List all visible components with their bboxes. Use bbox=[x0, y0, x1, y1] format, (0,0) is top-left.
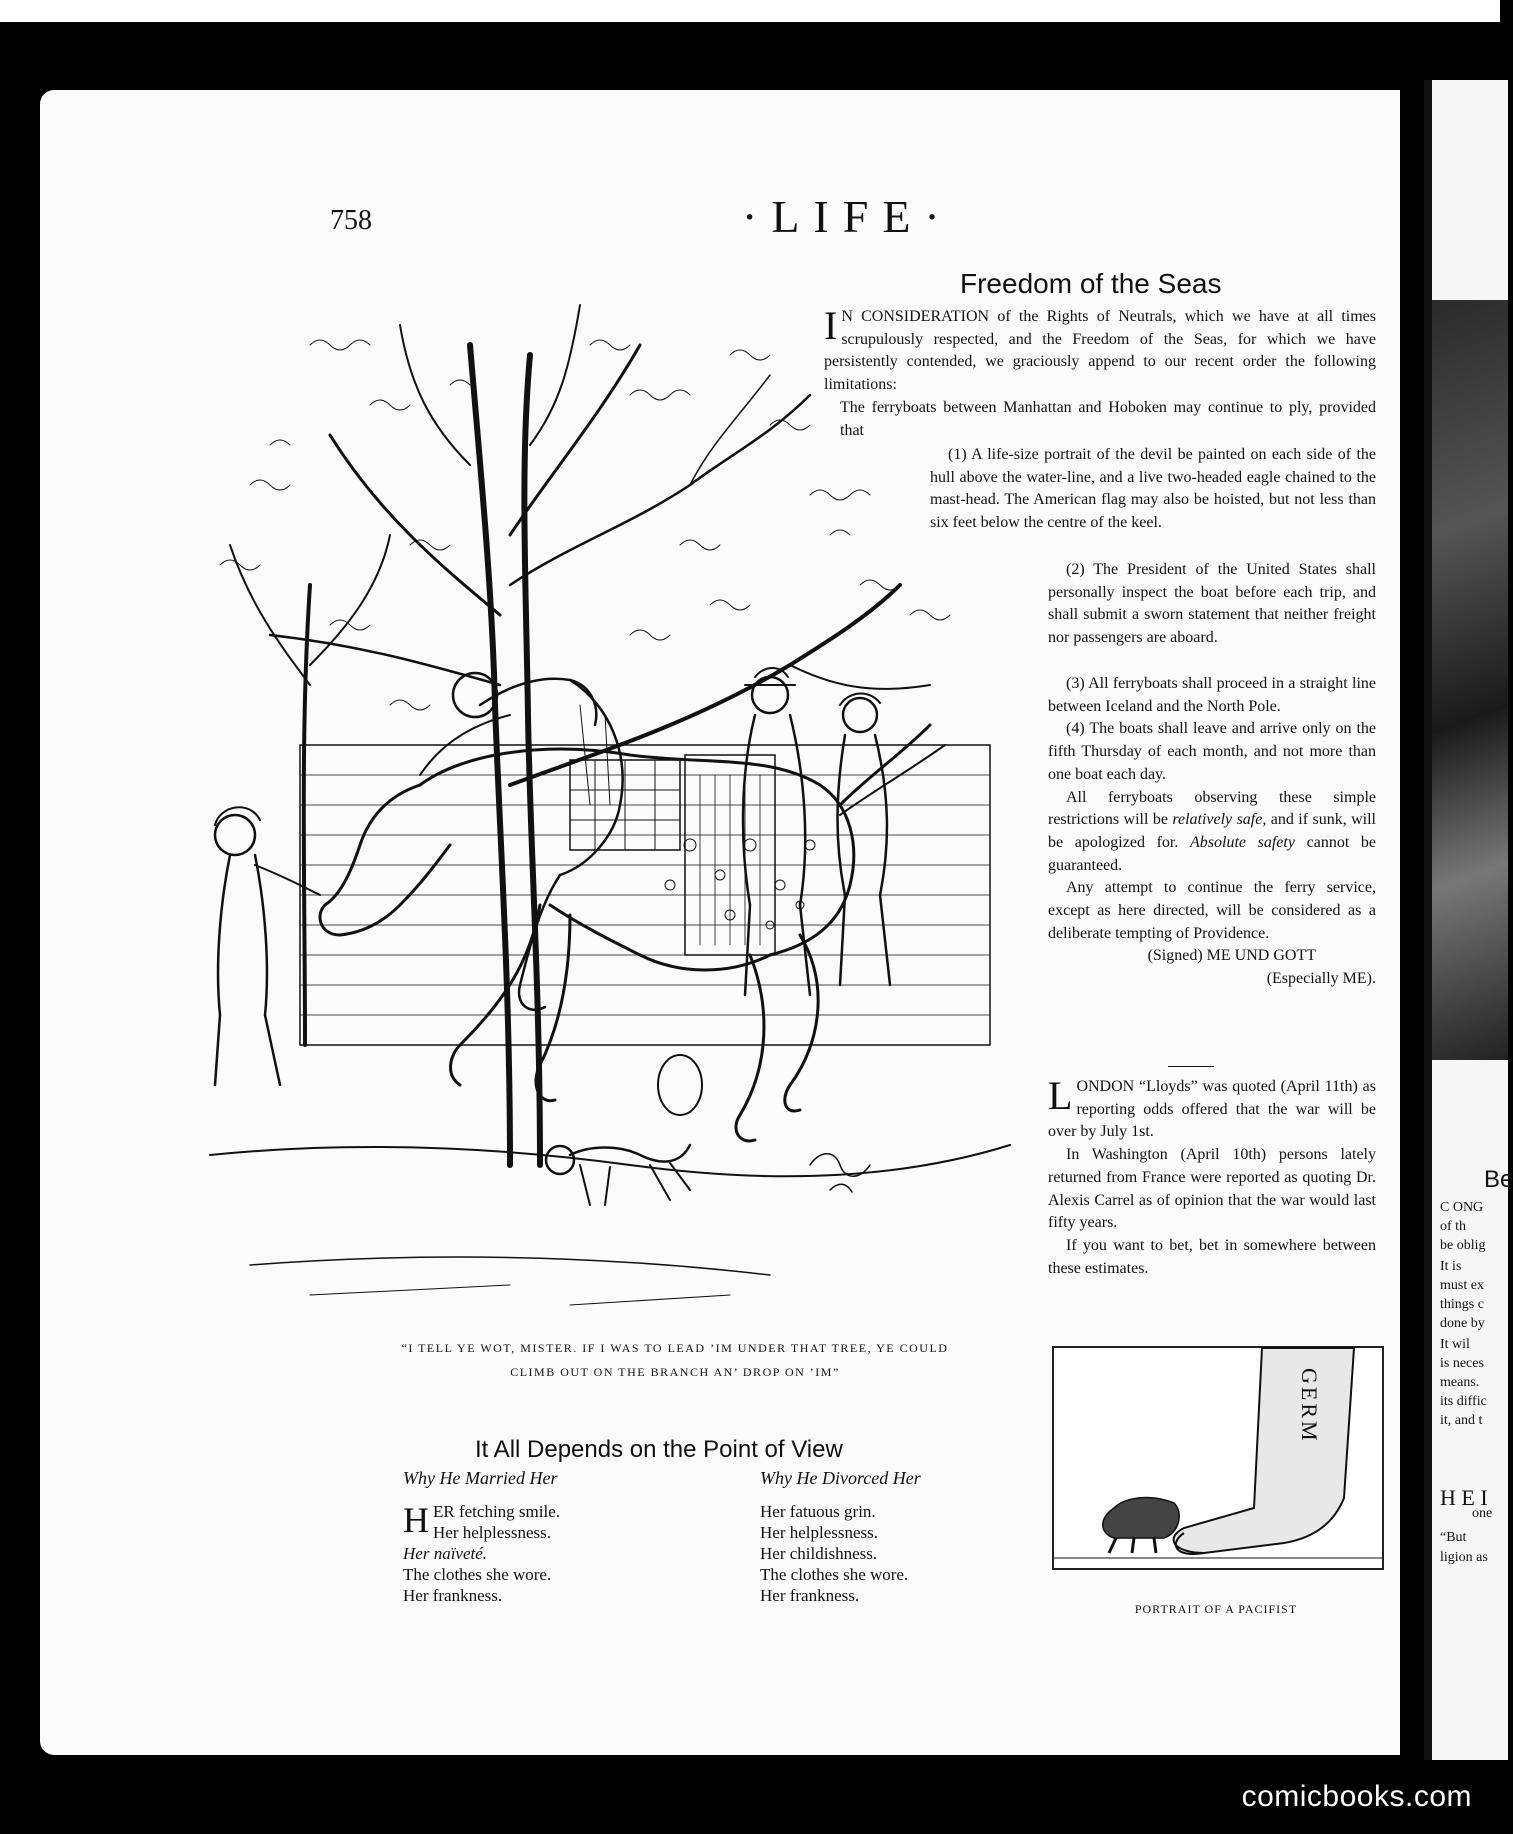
poem-line: Her helplessness. bbox=[760, 1523, 879, 1542]
text-run: All ferryboats observing these simple restrictions will be bbox=[1048, 788, 1376, 829]
adjacent-photo bbox=[1432, 300, 1508, 1060]
paragraph-text: (4) The boats shall leave and arrive only on the fifth Thursday of each month, and not more than one boat each day. bbox=[1048, 720, 1376, 783]
adjacent-line: things c bbox=[1440, 1297, 1484, 1312]
paragraph-text: ONDON “Lloyds” was quoted (April 11th) as reporting odds offered that the war will be over by July 1st. bbox=[1048, 1078, 1376, 1141]
paragraph-text: (3) All ferryboats shall proceed in a straight line between Iceland and the North Pole. bbox=[1048, 675, 1376, 715]
text-run: and if sunk, will be apologized for. bbox=[1048, 811, 1376, 851]
freedom-item-2 bbox=[1048, 559, 1376, 650]
paragraph-text: N CONSIDERATION of the Rights of Neutrals, which we have at all times scrupulously respected, and the Freedom of the Seas, for which we have persistently contended, we graciously append to our recent order the following limitations: bbox=[824, 308, 1376, 394]
poem-line: The clothes she wore. bbox=[760, 1565, 909, 1584]
masthead: ·LIFE· bbox=[742, 191, 954, 242]
caption-line: “I TELL YE WOT, MISTER. IF I WAS TO LEAD ’IM UNDER THAT TREE, YE COULD bbox=[401, 1341, 949, 1355]
adjacent-line: “But bbox=[1440, 1530, 1467, 1545]
adjacent-line: It wil bbox=[1440, 1337, 1470, 1352]
paragraph-text: If you want to bet, bet in somewhere between these estimates. bbox=[1048, 1236, 1376, 1277]
top-page-edge bbox=[0, 0, 1500, 22]
line-text: ER fetching smile. bbox=[433, 1502, 561, 1521]
adjacent-line: its diffic bbox=[1440, 1394, 1487, 1409]
drop-cap: H bbox=[403, 1500, 429, 1540]
column-heading: Why He Married Her bbox=[403, 1468, 558, 1488]
paragraph-text: (2) The President of the United States shall personally inspect the boat before each trip, and shall submit a sworn statement that neither freight nor passengers are aboard. bbox=[1048, 561, 1376, 647]
lloyds-item bbox=[1048, 1073, 1376, 1280]
adjacent-line: be oblig bbox=[1440, 1238, 1486, 1253]
adjacent-line: it, and t bbox=[1440, 1413, 1483, 1428]
boot-label: GERM bbox=[1297, 1368, 1322, 1444]
paragraph-safety bbox=[1048, 787, 1376, 878]
adjacent-line: It is bbox=[1440, 1259, 1462, 1274]
paragraph-text: (1) A life-size portrait of the devil be painted on each side of the hull above the water-line, and a live two-headed eagle chained to the mast-head. The American flag may also be hoisted, but not less than six feet below the centre of the keel. bbox=[930, 446, 1376, 532]
poem-title: It All Depends on the Point of View bbox=[475, 1436, 843, 1463]
page-number: 758 bbox=[330, 205, 372, 236]
adjacent-line: done by bbox=[1440, 1316, 1485, 1331]
paragraph-text: The ferryboats between Manhattan and Hoboken may continue to ply, provided that bbox=[840, 399, 1376, 439]
poem-right-column bbox=[760, 1468, 1020, 1606]
drop-cap: L bbox=[1048, 1073, 1073, 1118]
adjacent-line: ligion as bbox=[1440, 1550, 1488, 1565]
freedom-lead bbox=[824, 303, 1376, 397]
signature-2: (Especially ME). bbox=[1266, 970, 1376, 988]
watermark: comicbooks.com bbox=[1241, 1780, 1472, 1813]
adjacent-line: H E I bbox=[1440, 1485, 1488, 1510]
adjacent-line: one bbox=[1472, 1506, 1493, 1521]
poem-line: Her childishness. bbox=[760, 1544, 878, 1563]
freedom-p2 bbox=[840, 397, 1376, 442]
pacifist-cartoon bbox=[1052, 1346, 1384, 1570]
poem-line: Her frankness. bbox=[403, 1586, 503, 1605]
poem-line: Her frankness. bbox=[760, 1586, 860, 1605]
adjacent-line: of th bbox=[1440, 1219, 1467, 1234]
adjacent-line: C ONG bbox=[1440, 1200, 1484, 1215]
adjacent-line: must ex bbox=[1440, 1278, 1484, 1293]
poem-line: Her fatuous grin. bbox=[760, 1502, 876, 1521]
drop-cap: I bbox=[824, 303, 838, 348]
poem-line: Her helplessness. bbox=[433, 1523, 552, 1542]
pacifist-caption: PORTRAIT OF A PACIFIST bbox=[1134, 1602, 1298, 1616]
text-emphasis: Absolute safety bbox=[1190, 833, 1295, 851]
article-title: Freedom of the Seas bbox=[960, 268, 1222, 299]
adjacent-page-edge bbox=[1424, 80, 1513, 1760]
freedom-item-1 bbox=[930, 444, 1376, 535]
paragraph-text: Any attempt to continue the ferry service, except as here directed, will be considered as a deliberate tempting of Providence. bbox=[1048, 879, 1376, 942]
text-emphasis: relatively safe, bbox=[1172, 811, 1267, 829]
adjacent-heading: Be bbox=[1484, 1166, 1513, 1193]
poem-left-column bbox=[403, 1468, 663, 1606]
paragraph-text: In Washington (April 10th) persons lately returned from France were reported as quoting Dr. Alexis Carrel as of opinion that the war would last fifty years. bbox=[1048, 1146, 1376, 1232]
adjacent-line: means. bbox=[1440, 1375, 1480, 1390]
text-run: cannot be guaranteed. bbox=[1048, 833, 1377, 874]
freedom-rest bbox=[1048, 673, 1376, 991]
illustration-caption bbox=[330, 1336, 1020, 1384]
signature: (Signed) ME UND GOTT bbox=[1147, 947, 1316, 965]
adjacent-line: is neces bbox=[1440, 1356, 1484, 1371]
poem-line: The clothes she wore. bbox=[403, 1565, 552, 1584]
column-heading: Why He Divorced Her bbox=[760, 1468, 921, 1488]
caption-line: CLIMB OUT ON THE BRANCH AN’ DROP ON ’IM” bbox=[510, 1365, 840, 1379]
poem-line bbox=[403, 1543, 663, 1564]
horse-and-rider-illustration bbox=[210, 285, 1010, 1335]
section-rule bbox=[1168, 1066, 1214, 1067]
line-text: Her naïveté. bbox=[403, 1544, 488, 1563]
